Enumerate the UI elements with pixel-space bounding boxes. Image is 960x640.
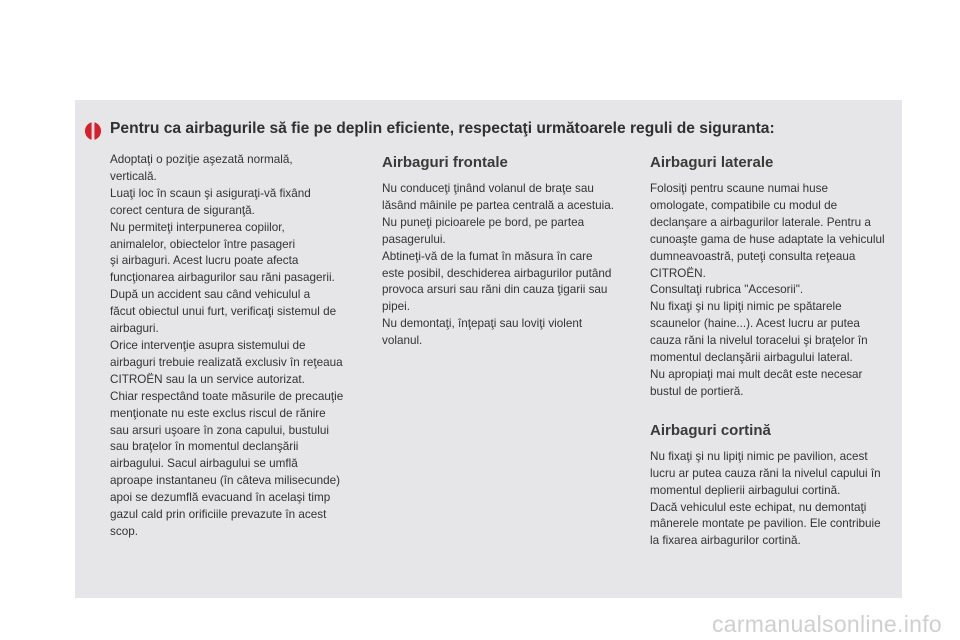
general-rules-column [110, 152, 365, 541]
curtain-airbags-text: Nu fixaţi şi nu lipiţi nimic pe pavilion, acest lucru ar putea cauza răni la nivelul capului în momentul deplierii airbagului cortină. Dacă vehiculul este echipat, nu demontaţi mânerele montate pe pavilion. Ele contribuie la fixarea airbagurilor cortină. [650, 449, 881, 548]
side-airbags-column [650, 153, 905, 550]
side-airbags-text: Folosiţi pentru scaune numai huse omologate, compatibile cu modul de declanşare a airbagurilor laterale. Pentru a cunoaşte gama de huse adaptate la vehiculul dumneavoastră, puteţi consulta reţeaua CITROËN. Consultaţi rubrica "Accesorii". Nu fixaţi şi nu lipiţi nimic pe spătarele scaunelor (haine...). Acest lucru ar putea cauza răni la nivelul toracelui şi braţelor în momentul declanşării airbagului lateral. Nu apropiaţi mai mult decât este necesar bustul de portieră. [650, 182, 885, 398]
frontal-airbags-text: Nu conduceţi ţinând volanul de braţe sau lăsând mâinile pe partea centrală a acestuia. Nu puneţi picioarele pe bord, pe partea pasagerului. Abtineţi-vă de la fumat în măsura în care este posibil, deschiderea airbagurilor putând provoca arsuri sau răni din cauza ţigarii sau pipei. Nu demontaţi, înţepaţi sau loviţi violent volanul. [382, 182, 614, 348]
page-heading: Pentru ca airbagurile să fie pe deplin eficiente, respectaţi următoarele reguli de siguranta: [110, 120, 775, 137]
curtain-airbags-title: Airbaguri cortină [650, 421, 771, 439]
frontal-airbags-column [382, 153, 642, 350]
side-airbags-title: Airbaguri laterale [650, 154, 774, 171]
frontal-airbags-title: Airbaguri frontale [382, 154, 508, 171]
general-rules-text: Adoptaţi o poziţie aşezată normală, verticală. Luaţi loc în scaun şi asiguraţi-vă fixând corect centura de siguranţă. Nu permiteţi interpunerea copiilor, animalelor, obiectelor între pasageri şi airbaguri. Acest lucru poate afecta funcţionarea airbagurilor sau răni pasagerii. După un accident sau când vehiculul a făcut obiectul unui furt, verificaţi sistemul de airbaguri. Orice intervenţie asupra sistemului de airbaguri trebuie realizată exclusiv în reţeaua CITROËN sau la un service autorizat. Chiar respectând toate măsurile de precauţie menţionate nu este exclus riscul de rănire sau arsuri uşoare în zona capului, bustului sau braţelor în momentul declanşării airbagului. Sacul airbagului se umflă aproape instantaneu (în câteva milisecunde) apoi se dezumflă evacuand în acelaşi timp gazul cald prin orificiile prevazute în acest scop. [110, 153, 344, 538]
watermark: carmanualsonline.info [711, 611, 942, 637]
warning-icon [83, 121, 103, 141]
